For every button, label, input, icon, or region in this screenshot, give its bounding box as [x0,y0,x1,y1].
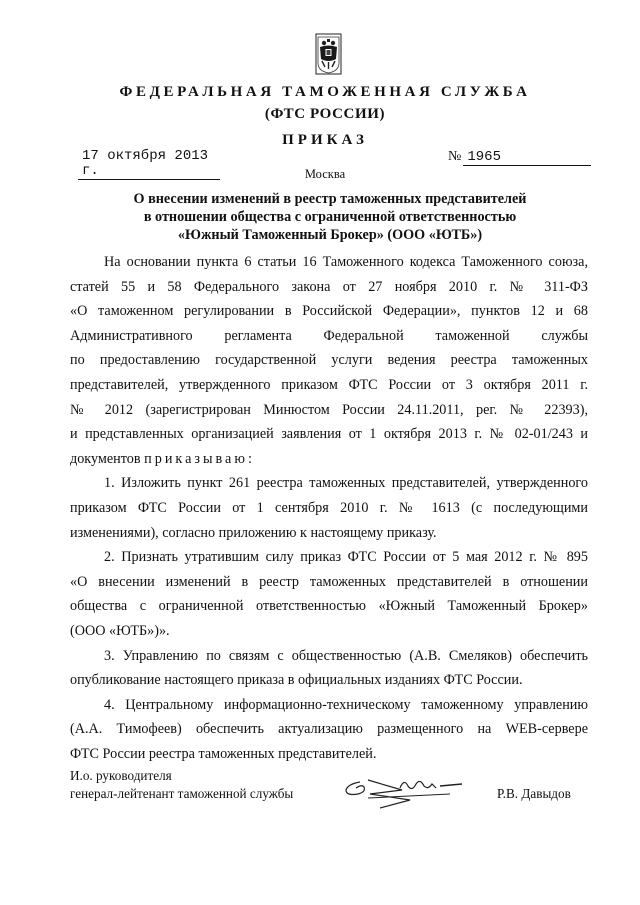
order-item-3 [70,644,588,693]
organization-title: ФЕДЕРАЛЬНАЯ ТАМОЖЕННАЯ СЛУЖБА [119,84,531,100]
text-line: 4. Центральному информационно-техническому таможенному управлению [104,696,588,713]
text-line: На основании пункта 6 статьи 16 Таможенного кодекса Таможенного союза, [104,254,588,270]
document-number [448,149,591,166]
order-item-1 [70,471,588,545]
signatory-position [70,767,293,803]
text-line: (А.А. Тимофеев) обеспечить актуализацию размещенного на WEB-сервере [70,721,588,738]
text-fragment: документов [70,450,145,467]
preamble-paragraph [70,250,588,471]
text-line [70,447,588,472]
handwritten-signature-icon [340,770,485,815]
signer-name: Р.В. Давыдов [497,786,571,801]
text-line: 3. Управлению по связям с общественностью (А.В. Смеляков) обеспечить [104,647,588,664]
order-item-2 [70,545,588,643]
text-line: «О таможенном регулировании в Российской Федерации», пунктов 12 и 68 [70,303,588,320]
text-line: 2. Признать утратившим силу приказ ФТС России от 5 мая 2012 г. № 895 [104,549,588,566]
document-type: ПРИКАЗ [282,132,368,148]
coat-of-arms-icon [315,33,342,75]
text-line: изменениями), согласно приложению к настоящему приказу. [70,524,437,541]
text-line: по предоставлению государственной услуги ведения реестра таможенных [70,352,588,369]
number-value: 1965 [463,150,591,166]
document-body [70,250,588,766]
organization-abbreviation: (ФТС РОССИИ) [264,106,386,122]
text-line: 1. Изложить пункт 261 реестра таможенных представителей, утвержденного [104,475,588,492]
position-line: И.о. руководителя [70,768,172,783]
order-item-4 [70,693,588,767]
subject-line: «Южный Таможенный Брокер» (ООО «ЮТБ») [177,227,483,243]
order-word: приказываю [144,450,248,467]
document-city: Москва [304,167,346,181]
text-line: Административного регламента Федеральной таможенной службы [70,327,588,344]
text-line: (ООО «ЮТБ»)». [70,622,170,639]
position-line: генерал-лейтенант таможенной службы [70,786,294,801]
text-line: представителей, утвержденного приказом ФТС России от 3 октября 2011 г. [70,376,588,393]
text-line: ФТС России реестра таможенных представителей. [70,745,377,762]
text-line: приказом ФТС России от 1 сентября 2010 г. № 1613 (с последующими [70,499,588,516]
subject-line: в отношении общества с ограниченной ответственностью [143,209,517,225]
text-line: опубликование настоящего приказа в официальных изданиях ФТС России. [70,672,523,689]
document-date: 17 октября 2013 г. [78,149,220,180]
text-line: № 2012 (зарегистрирован Минюстом России 24.11.2011, рег. № 22393), [70,401,588,418]
document-subject [80,190,580,244]
text-fragment: : [247,450,252,467]
text-line: и представленных организацией заявления от 1 октября 2013 г. № 02-01/243 и [70,426,588,443]
text-line: «О внесении изменений в реестр таможенных представителей в отношении [70,573,588,590]
text-line: общества с ограниченной ответственностью «Южный Таможенный Брокер» [70,598,588,615]
subject-line: О внесении изменений в реестр таможенных представителей [133,191,527,207]
number-label: № [448,149,462,164]
text-line: статей 55 и 58 Федерального закона от 27 ноября 2010 г. № 311-ФЗ [70,278,588,295]
